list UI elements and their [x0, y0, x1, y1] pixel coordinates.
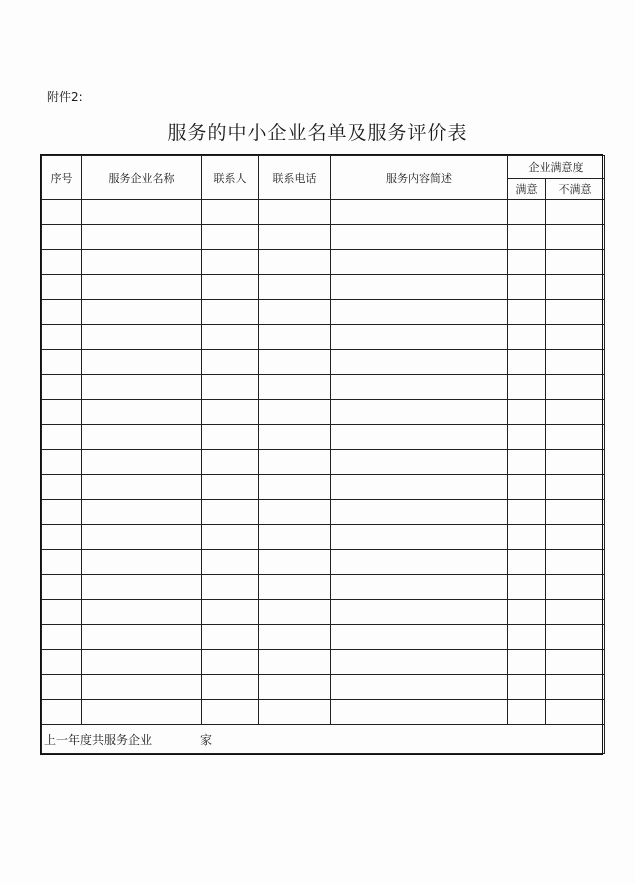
cell-index — [42, 475, 82, 500]
cell-company-name — [82, 525, 202, 550]
cell-company-name — [82, 550, 202, 575]
cell-index — [42, 425, 82, 450]
cell-phone — [259, 425, 331, 450]
cell-unsatisfied — [546, 375, 605, 400]
cell-company-name — [82, 450, 202, 475]
cell-index — [42, 450, 82, 475]
cell-index — [42, 400, 82, 425]
cell-index — [42, 350, 82, 375]
cell-contact — [202, 700, 259, 725]
cell-phone — [259, 600, 331, 625]
cell-satisfied — [508, 350, 546, 375]
cell-unsatisfied — [546, 500, 605, 525]
cell-unsatisfied — [546, 650, 605, 675]
cell-service-summary — [331, 600, 508, 625]
page-title: 服务的中小企业名单及服务评价表 — [167, 122, 468, 144]
cell-unsatisfied — [546, 675, 605, 700]
cell-index — [42, 575, 82, 600]
cell-contact — [202, 475, 259, 500]
table-row — [42, 550, 605, 575]
cell-phone — [259, 350, 331, 375]
cell-phone — [259, 575, 331, 600]
cell-unsatisfied — [546, 275, 605, 300]
cell-unsatisfied — [546, 475, 605, 500]
cell-service-summary — [331, 350, 508, 375]
table-row — [42, 400, 605, 425]
cell-service-summary — [331, 425, 508, 450]
header-company-name: 服务企业名称 — [82, 156, 202, 200]
table-row — [42, 225, 605, 250]
footer-label: 上一年度共服务企业 — [44, 732, 153, 747]
cell-phone — [259, 625, 331, 650]
cell-index — [42, 675, 82, 700]
cell-service-summary — [331, 625, 508, 650]
cell-service-summary — [331, 325, 508, 350]
cell-company-name — [82, 200, 202, 225]
cell-unsatisfied — [546, 450, 605, 475]
table-footer-row — [42, 725, 605, 754]
cell-unsatisfied — [546, 525, 605, 550]
cell-company-name — [82, 325, 202, 350]
cell-phone — [259, 500, 331, 525]
cell-phone — [259, 200, 331, 225]
cell-company-name — [82, 275, 202, 300]
cell-service-summary — [331, 525, 508, 550]
cell-company-name — [82, 250, 202, 275]
table-row — [42, 600, 605, 625]
cell-satisfied — [508, 675, 546, 700]
cell-phone — [259, 275, 331, 300]
table-row — [42, 350, 605, 375]
cell-contact — [202, 675, 259, 700]
cell-service-summary — [331, 650, 508, 675]
cell-satisfied — [508, 250, 546, 275]
cell-satisfied — [508, 575, 546, 600]
table-row — [42, 675, 605, 700]
cell-contact — [202, 200, 259, 225]
table-row — [42, 275, 605, 300]
cell-company-name — [82, 575, 202, 600]
cell-unsatisfied — [546, 425, 605, 450]
cell-phone — [259, 400, 331, 425]
cell-contact — [202, 450, 259, 475]
cell-index — [42, 625, 82, 650]
footer-cell — [42, 725, 605, 754]
cell-satisfied — [508, 225, 546, 250]
cell-service-summary — [331, 500, 508, 525]
cell-service-summary — [331, 675, 508, 700]
cell-company-name — [82, 225, 202, 250]
cell-index — [42, 525, 82, 550]
cell-contact — [202, 575, 259, 600]
cell-company-name — [82, 625, 202, 650]
cell-unsatisfied — [546, 625, 605, 650]
cell-company-name — [82, 400, 202, 425]
cell-unsatisfied — [546, 325, 605, 350]
cell-satisfied — [508, 600, 546, 625]
cell-unsatisfied — [546, 700, 605, 725]
header-service-summary: 服务内容简述 — [331, 156, 508, 200]
cell-unsatisfied — [546, 300, 605, 325]
cell-contact — [202, 500, 259, 525]
cell-phone — [259, 700, 331, 725]
cell-service-summary — [331, 475, 508, 500]
cell-contact — [202, 550, 259, 575]
table-row — [42, 300, 605, 325]
cell-service-summary — [331, 250, 508, 275]
table-row — [42, 450, 605, 475]
cell-satisfied — [508, 400, 546, 425]
table-row — [42, 625, 605, 650]
cell-unsatisfied — [546, 200, 605, 225]
cell-phone — [259, 650, 331, 675]
cell-contact — [202, 325, 259, 350]
cell-index — [42, 650, 82, 675]
cell-phone — [259, 375, 331, 400]
cell-service-summary — [331, 575, 508, 600]
cell-phone — [259, 325, 331, 350]
cell-contact — [202, 425, 259, 450]
cell-company-name — [82, 375, 202, 400]
cell-contact — [202, 400, 259, 425]
header-index: 序号 — [42, 156, 82, 200]
table-row — [42, 700, 605, 725]
cell-satisfied — [508, 375, 546, 400]
header-phone: 联系电话 — [259, 156, 331, 200]
table-row — [42, 250, 605, 275]
cell-index — [42, 325, 82, 350]
cell-index — [42, 250, 82, 275]
table-row — [42, 650, 605, 675]
evaluation-table — [41, 155, 605, 754]
cell-index — [42, 225, 82, 250]
table-row — [42, 200, 605, 225]
cell-unsatisfied — [546, 550, 605, 575]
cell-unsatisfied — [546, 250, 605, 275]
cell-contact — [202, 625, 259, 650]
cell-phone — [259, 675, 331, 700]
cell-index — [42, 200, 82, 225]
cell-company-name — [82, 425, 202, 450]
cell-contact — [202, 525, 259, 550]
cell-phone — [259, 475, 331, 500]
cell-company-name — [82, 600, 202, 625]
footer-unit: 家 — [200, 732, 213, 747]
cell-index — [42, 600, 82, 625]
table-row — [42, 525, 605, 550]
table-row — [42, 575, 605, 600]
cell-service-summary — [331, 225, 508, 250]
cell-contact — [202, 225, 259, 250]
cell-service-summary — [331, 450, 508, 475]
table-body — [42, 200, 605, 754]
cell-service-summary — [331, 275, 508, 300]
cell-contact — [202, 300, 259, 325]
cell-phone — [259, 525, 331, 550]
cell-index — [42, 500, 82, 525]
cell-service-summary — [331, 375, 508, 400]
cell-service-summary — [331, 400, 508, 425]
cell-service-summary — [331, 300, 508, 325]
cell-index — [42, 275, 82, 300]
cell-satisfied — [508, 475, 546, 500]
cell-satisfied — [508, 200, 546, 225]
cell-service-summary — [331, 200, 508, 225]
cell-service-summary — [331, 550, 508, 575]
cell-unsatisfied — [546, 350, 605, 375]
cell-contact — [202, 350, 259, 375]
table-row — [42, 425, 605, 450]
cell-contact — [202, 600, 259, 625]
cell-company-name — [82, 475, 202, 500]
cell-satisfied — [508, 500, 546, 525]
header-satisfaction-group: 企业满意度 — [508, 156, 605, 179]
cell-index — [42, 300, 82, 325]
cell-company-name — [82, 650, 202, 675]
cell-company-name — [82, 675, 202, 700]
header-unsatisfied: 不满意 — [546, 179, 605, 200]
cell-phone — [259, 225, 331, 250]
cell-contact — [202, 250, 259, 275]
cell-phone — [259, 450, 331, 475]
cell-satisfied — [508, 300, 546, 325]
cell-satisfied — [508, 425, 546, 450]
cell-contact — [202, 275, 259, 300]
cell-satisfied — [508, 650, 546, 675]
header-satisfied: 满意 — [508, 179, 546, 200]
cell-satisfied — [508, 450, 546, 475]
cell-index — [42, 550, 82, 575]
cell-satisfied — [508, 525, 546, 550]
cell-unsatisfied — [546, 400, 605, 425]
cell-company-name — [82, 700, 202, 725]
header-contact: 联系人 — [202, 156, 259, 200]
cell-index — [42, 375, 82, 400]
cell-phone — [259, 250, 331, 275]
cell-satisfied — [508, 700, 546, 725]
attachment-label: 附件2: — [47, 90, 83, 104]
cell-unsatisfied — [546, 600, 605, 625]
cell-satisfied — [508, 550, 546, 575]
cell-index — [42, 700, 82, 725]
cell-phone — [259, 550, 331, 575]
cell-unsatisfied — [546, 225, 605, 250]
table-row — [42, 375, 605, 400]
table-row — [42, 475, 605, 500]
cell-company-name — [82, 300, 202, 325]
cell-phone — [259, 300, 331, 325]
table-row — [42, 500, 605, 525]
cell-satisfied — [508, 275, 546, 300]
cell-contact — [202, 375, 259, 400]
cell-contact — [202, 650, 259, 675]
cell-service-summary — [331, 700, 508, 725]
cell-satisfied — [508, 325, 546, 350]
table-row — [42, 325, 605, 350]
cell-satisfied — [508, 625, 546, 650]
cell-company-name — [82, 350, 202, 375]
cell-company-name — [82, 500, 202, 525]
cell-unsatisfied — [546, 575, 605, 600]
